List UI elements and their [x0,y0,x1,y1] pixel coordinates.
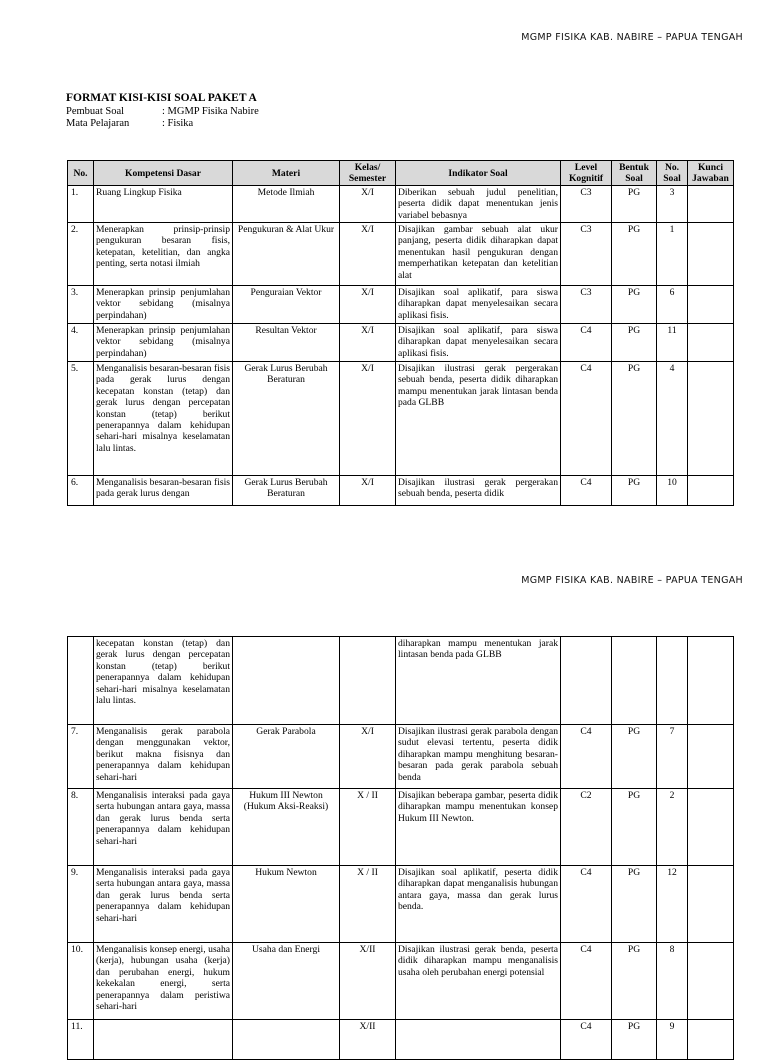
table-row [68,1020,734,1060]
cell-level-kognitif: C2 [561,789,612,866]
table-row [68,223,734,286]
cell-kompetensi-dasar: Menganalisis konsep energi, usaha (kerja), hubungan usaha (kerja) dan perubahan energi, hukum kekekalan energi, serta penerapannya dalam peristiwa sehari-hari [94,943,233,1020]
meta-value: : MGMP Fisika Nabire [162,105,259,117]
cell-no [68,637,94,725]
cell-kompetensi-dasar: Ruang Lingkup Fisika [94,186,233,223]
cell-kompetensi-dasar: Menerapkan prinsip-prinsip pengukuran besaran fisis, ketepatan, ketelitian, dan angka penting, serta notasi ilmiah [94,223,233,286]
document-title-block [66,92,259,131]
cell-materi: Gerak Parabola [233,725,340,789]
cell-kompetensi-dasar: Menerapkan prinsip penjumlahan vektor sebidang (misalnya perpindahan) [94,286,233,324]
cell-kompetensi-dasar: Menganalisis interaksi pada gaya serta hubungan antara gaya, massa dan gerak lurus benda serta penerapannya dalam kehidupan sehari-hari [94,866,233,943]
cell-indikator-soal: Disajikan soal aplikatif, para siswa diharapkan dapat menyelesaikan secara aplikasi fisis. [396,286,561,324]
cell-level-kognitif: C4 [561,943,612,1020]
cell-kompetensi-dasar: Menganalisis besaran-besaran fisis pada gerak lurus dengan kecepatan konstan (tetap) dan gerak lurus dengan percepatan konstan (tetap) berikut penerapannya dalam kehidupan sehari-hari misalnya keselamatan lalu lintas. [94,362,233,476]
page-header: MGMP FISIKA KAB. NABIRE – PAPUA TENGAH [521,575,743,586]
meta-row-subject [66,118,259,131]
header-bentuk-soal: Bentuk Soal [612,161,657,186]
cell-indikator-soal: Disajikan ilustrasi gerak parabola dengan sudut elevasi tertentu, peserta didik diharapkan mampu menghitung besaran-besaran pada gerak parabola sebuah benda [396,725,561,789]
header-kompetensi-dasar: Kompetensi Dasar [94,161,233,186]
cell-indikator-soal: diharapkan mampu menentukan jarak lintasan benda pada GLBB [396,637,561,725]
cell-kelas-semester: X/I [340,324,396,362]
header-materi: Materi [233,161,340,186]
cell-kelas-semester: X/I [340,186,396,223]
document-title: FORMAT KISI-KISI SOAL PAKET A [66,92,257,104]
table-row [68,866,734,943]
meta-row-author [66,106,259,119]
header-level-kognitif: Level Kognitif [561,161,612,186]
cell-indikator-soal: Disajikan ilustrasi gerak pergerakan sebuah benda, peserta didik [396,476,561,506]
kisi-table-page-2 [67,636,734,1060]
cell-no-soal: 3 [657,186,688,223]
cell-bentuk-soal: PG [612,223,657,286]
header-no: No. [68,161,94,186]
cell-level-kognitif: C4 [561,324,612,362]
cell-bentuk-soal: PG [612,725,657,789]
meta-label: Mata Pelajaran [66,118,130,129]
cell-kunci-jawaban [688,866,734,943]
cell-kunci-jawaban [688,286,734,324]
cell-materi: Penguraian Vektor [233,286,340,324]
cell-materi: Pengukuran & Alat Ukur [233,223,340,286]
cell-no: 7. [68,725,94,789]
cell-kelas-semester [340,637,396,725]
cell-kelas-semester: X/I [340,725,396,789]
cell-kunci-jawaban [688,637,734,725]
cell-no: 4. [68,324,94,362]
cell-kompetensi-dasar [94,1020,233,1060]
cell-no-soal: 11 [657,324,688,362]
table-row [68,186,734,223]
header-indikator-soal: Indikator Soal [396,161,561,186]
header-kunci-jawaban: Kunci Jawaban [688,161,734,186]
cell-kelas-semester: X/I [340,286,396,324]
cell-no-soal: 9 [657,1020,688,1060]
cell-kelas-semester: X / II [340,789,396,866]
cell-level-kognitif [561,637,612,725]
cell-level-kognitif: C3 [561,286,612,324]
cell-kelas-semester: X/I [340,362,396,476]
cell-kunci-jawaban [688,223,734,286]
cell-materi [233,637,340,725]
cell-level-kognitif: C4 [561,362,612,476]
cell-materi: Metode Ilmiah [233,186,340,223]
cell-kunci-jawaban [688,943,734,1020]
cell-no-soal [657,637,688,725]
cell-no-soal: 12 [657,866,688,943]
cell-kunci-jawaban [688,1020,734,1060]
cell-kompetensi-dasar: Menerapkan prinsip penjumlahan vektor sebidang (misalnya perpindahan) [94,324,233,362]
cell-no: 2. [68,223,94,286]
cell-indikator-soal: Disajikan gambar sebuah alat ukur panjang, peserta didik diharapkan dapat menentukan hasil pengukuran dengan memperhatikan ketepatan dan ketelitian alat [396,223,561,286]
cell-kelas-semester: X/II [340,943,396,1020]
cell-level-kognitif: C3 [561,223,612,286]
cell-bentuk-soal: PG [612,324,657,362]
cell-level-kognitif: C4 [561,725,612,789]
cell-kelas-semester: X/II [340,1020,396,1060]
cell-no-soal: 4 [657,362,688,476]
cell-indikator-soal: Disajikan beberapa gambar, peserta didik diharapkan mampu menentukan konsep Hukum III Newton. [396,789,561,866]
table-row [68,637,734,725]
cell-kompetensi-dasar: Menganalisis interaksi pada gaya serta hubungan antara gaya, massa dan gerak lurus benda serta penerapannya dalam kehidupan sehari-hari [94,789,233,866]
cell-no: 5. [68,362,94,476]
cell-kunci-jawaban [688,725,734,789]
cell-materi: Usaha dan Energi [233,943,340,1020]
cell-no: 11. [68,1020,94,1060]
cell-no-soal: 1 [657,223,688,286]
cell-indikator-soal: Disajikan ilustrasi gerak benda, peserta didik diharapkan mampu menganalisis usaha oleh perubahan energi potensial [396,943,561,1020]
table-row [68,476,734,506]
kisi-table-page-1 [67,160,734,506]
cell-materi [233,1020,340,1060]
cell-no-soal: 8 [657,943,688,1020]
meta-value: : Fisika [162,118,194,129]
cell-no: 1. [68,186,94,223]
cell-level-kognitif: C4 [561,476,612,506]
cell-materi: Hukum III Newton (Hukum Aksi-Reaksi) [233,789,340,866]
header-kelas-semester: Kelas/ Semester [340,161,396,186]
cell-kompetensi-dasar: Menganalisis gerak parabola dengan menggunakan vektor, berikut makna fisisnya dan penerapannya dalam kehidupan sehari-hari [94,725,233,789]
cell-kelas-semester: X/I [340,223,396,286]
table-row [68,286,734,324]
cell-kunci-jawaban [688,186,734,223]
table-header-row [68,161,734,186]
cell-materi: Hukum Newton [233,866,340,943]
page-header: MGMP FISIKA KAB. NABIRE – PAPUA TENGAH [521,32,743,43]
header-no-soal: No. Soal [657,161,688,186]
cell-kunci-jawaban [688,362,734,476]
cell-indikator-soal: Diberikan sebuah judul penelitian, peserta didik dapat menentukan jenis variabel bebasnya [396,186,561,223]
table-row [68,362,734,476]
cell-kelas-semester: X/I [340,476,396,506]
cell-no-soal: 6 [657,286,688,324]
meta-label: Pembuat Soal [66,105,125,117]
cell-materi: Gerak Lurus Berubah Beraturan [233,362,340,476]
cell-indikator-soal [396,1020,561,1060]
table-row [68,725,734,789]
cell-no: 3. [68,286,94,324]
cell-bentuk-soal: PG [612,476,657,506]
cell-kunci-jawaban [688,476,734,506]
cell-level-kognitif: C4 [561,866,612,943]
cell-indikator-soal: Disajikan soal aplikatif, para siswa diharapkan dapat menyelesaikan secara aplikasi fisis. [396,324,561,362]
table-row [68,789,734,866]
cell-bentuk-soal: PG [612,286,657,324]
cell-kelas-semester: X / II [340,866,396,943]
cell-no: 6. [68,476,94,506]
cell-no-soal: 10 [657,476,688,506]
cell-no: 10. [68,943,94,1020]
cell-kunci-jawaban [688,789,734,866]
cell-kunci-jawaban [688,324,734,362]
cell-no: 9. [68,866,94,943]
cell-kompetensi-dasar: Menganalisis besaran-besaran fisis pada gerak lurus dengan [94,476,233,506]
table-row [68,943,734,1020]
cell-bentuk-soal: PG [612,362,657,476]
cell-materi: Resultan Vektor [233,324,340,362]
cell-bentuk-soal: PG [612,866,657,943]
cell-materi: Gerak Lurus Berubah Beraturan [233,476,340,506]
cell-level-kognitif: C4 [561,1020,612,1060]
table-row [68,324,734,362]
cell-bentuk-soal: PG [612,943,657,1020]
cell-no: 8. [68,789,94,866]
cell-bentuk-soal: PG [612,1020,657,1060]
cell-no-soal: 2 [657,789,688,866]
cell-bentuk-soal [612,637,657,725]
cell-level-kognitif: C3 [561,186,612,223]
cell-indikator-soal: Disajikan ilustrasi gerak pergerakan sebuah benda, peserta didik diharapkan mampu menentukan jarak lintasan benda pada GLBB [396,362,561,476]
cell-no-soal: 7 [657,725,688,789]
cell-bentuk-soal: PG [612,186,657,223]
cell-bentuk-soal: PG [612,789,657,866]
cell-kompetensi-dasar: kecepatan konstan (tetap) dan gerak lurus dengan percepatan konstan (tetap) berikut penerapannya dalam kehidupan sehari-hari misalnya keselamatan lalu lintas. [94,637,233,725]
cell-indikator-soal: Disajikan soal aplikatif, peserta didik diharapkan dapat menganalisis hubungan antara gaya, massa dan gerak lurus benda. [396,866,561,943]
